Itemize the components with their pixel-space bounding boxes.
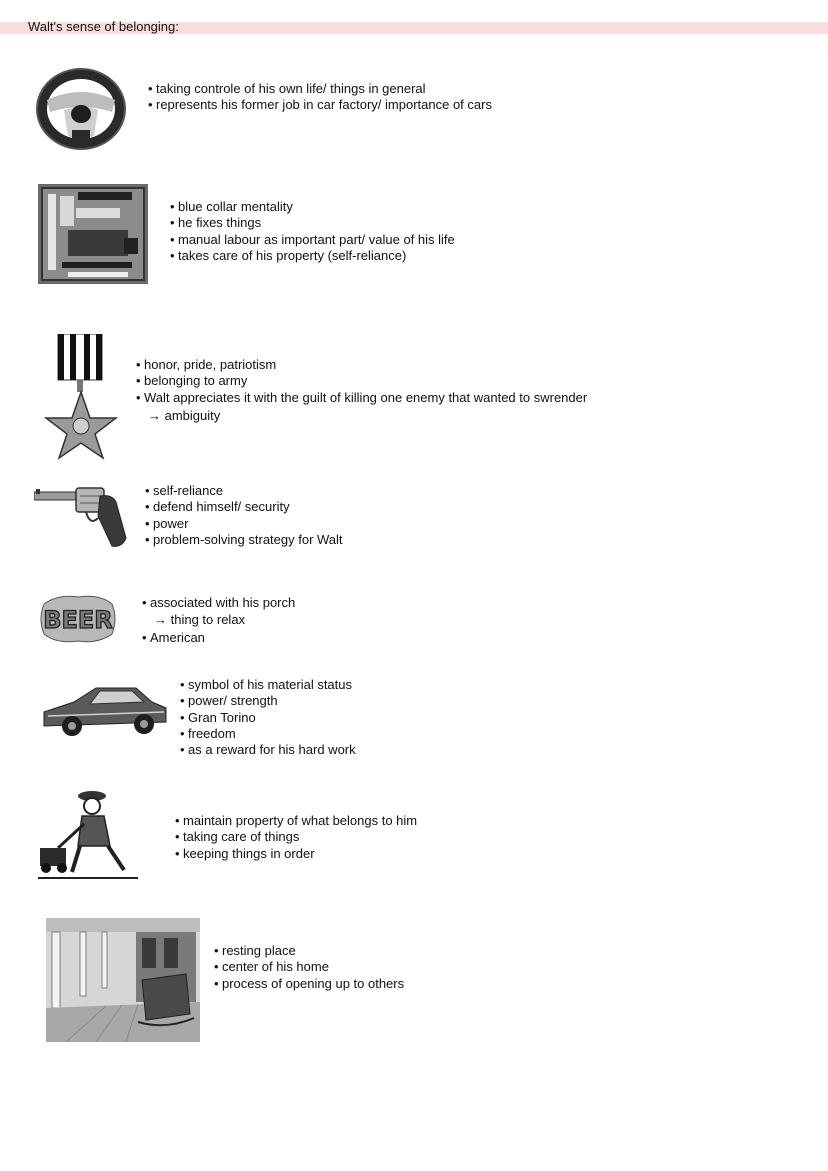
bullet-line: • keeping things in order (175, 845, 315, 861)
bullet-line: • represents his former job in car factory/ importance of cars (148, 97, 492, 113)
section-lines (175, 813, 417, 862)
bullet-line: • taking controle of his own life/ things in general (148, 81, 426, 96)
bullet-line: • American (142, 629, 205, 645)
bullet-line: • power (145, 515, 189, 531)
bullet-line: • honor, pride, patriotism (136, 357, 277, 372)
page-title: Walt's sense of belonging: (28, 19, 179, 34)
bullet-line: • freedom (180, 725, 236, 741)
car-icon (40, 682, 170, 738)
toolbox-icon (38, 184, 148, 284)
revolver-icon (34, 486, 130, 550)
bullet-line: • Walt appreciates it with the guilt of killing one enemy that wanted to swrender (136, 389, 588, 405)
bullet-line: • defend himself/ security (145, 499, 290, 515)
bullet-line: → thing to relax (154, 612, 246, 628)
bullet-line: • blue collar mentality (170, 199, 293, 214)
bullet-line: • he fixes things (170, 215, 262, 231)
bullet-line: • takes care of his property (self-reliance) (170, 247, 407, 263)
bullet-line: → ambiguity (148, 407, 221, 423)
bullet-line: • Gran Torino (180, 709, 256, 725)
section-lines (136, 357, 587, 424)
bullet-line: • belonging to army (136, 373, 248, 389)
lawn-mower-icon (38, 786, 142, 882)
bullet-line: • resting place (214, 943, 296, 958)
beer-sign-text: BEER (43, 606, 113, 634)
bullet-line: • manual labour as important part/ value of his life (170, 231, 455, 247)
bullet-line: • associated with his porch (142, 595, 296, 610)
medal-icon (44, 334, 118, 460)
bullet-line: • power/ strength (180, 693, 278, 709)
section-lines (170, 199, 455, 264)
bullet-line: • center of his home (214, 959, 329, 975)
bullet-line: • as a reward for his hard work (180, 742, 356, 758)
bullet-line: • process of opening up to others (214, 975, 405, 991)
bullet-line: • problem-solving strategy for Walt (145, 531, 343, 547)
bullet-line: • symbol of his material status (180, 677, 353, 692)
bullet-line: • maintain property of what belongs to him (175, 813, 418, 828)
steering-wheel-icon (34, 66, 128, 152)
bullet-line: • self-reliance (145, 483, 224, 498)
section-lines (148, 81, 492, 114)
section-lines (145, 483, 343, 548)
porch-icon (46, 918, 200, 1042)
bullet-line: • taking care of things (175, 829, 300, 845)
section-lines (214, 943, 404, 992)
section-lines (180, 677, 356, 758)
section-lines (142, 595, 295, 646)
beer-sign-icon (38, 594, 118, 644)
